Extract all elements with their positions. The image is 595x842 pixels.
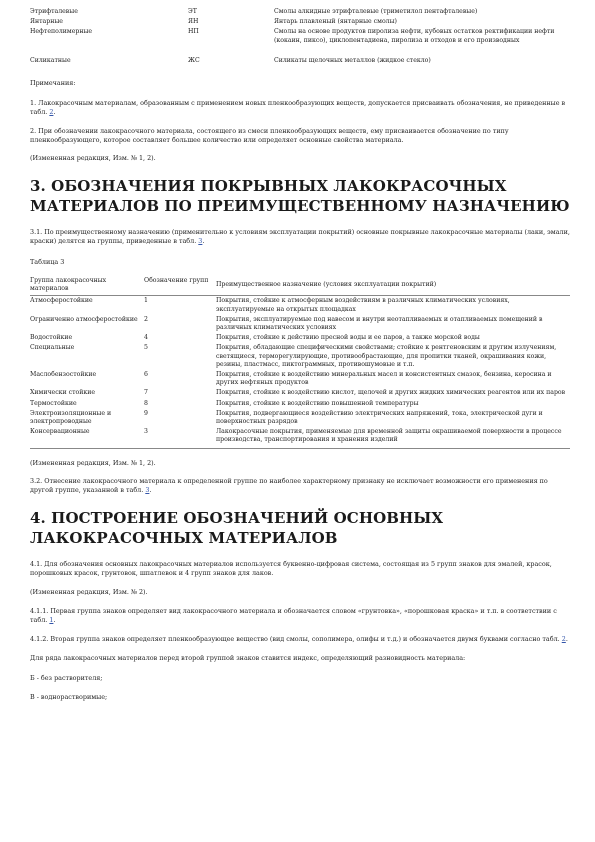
paragraph-index: Для ряда лакокрасочных материалов перед второй группой знаков ставится индекс, определяющий разновидность материала: xyxy=(30,653,466,662)
group-purpose: Покрытия, стойкие к воздействию повышенной температуры xyxy=(216,399,419,407)
film-former-name: Янтарные xyxy=(30,18,63,26)
table-row xyxy=(30,389,570,399)
notes-heading: Примечания: xyxy=(30,79,76,88)
film-former-code: ЯН xyxy=(188,18,199,26)
table-row xyxy=(30,8,570,18)
table-row xyxy=(30,316,570,334)
list-item: Б - без растворителя; xyxy=(30,673,103,682)
group-code: 7 xyxy=(144,389,148,397)
group-purpose: Покрытия, стойкие к воздействию кислот, щелочей и других жидких химических реагентов или их паров xyxy=(216,389,566,397)
table-2-link[interactable]: 2 xyxy=(49,108,54,117)
film-former-name: Этрифталевые xyxy=(30,8,78,15)
paragraph-3-1-text: 3.1. По преимущественному назначению (применительно к условиям эксплуатации покрытий) основные покрывные лакокрасочные материалы (лаки, эмали, краски) делятся на группы, приведенные в табл. xyxy=(30,228,570,246)
group-name: Водостойкие xyxy=(30,334,73,342)
group-code: 4 xyxy=(144,334,148,342)
paragraph-4-1-1: 4.1.1. Первая группа знаков определяет вид лакокрасочного материала и обозначается словом «грунтовка», «порошковая краска» и т.п. в соответствии с табл. 1. xyxy=(30,606,557,624)
revision-note: (Измененная редакция, Изм. № 1, 2). xyxy=(30,458,156,467)
group-code: 8 xyxy=(144,399,148,407)
group-name: Маслобензостойкие xyxy=(30,371,97,379)
film-former-desc: Силикаты щелочных металлов (жидкое стекло) xyxy=(274,56,431,64)
paragraph-3-2-text: 3.2. Отнесение лакокрасочного материала к определенной группе по наиболее характерному признаку не исключает возможности его применения по другой группе, указанной в табл. xyxy=(30,476,548,494)
group-purpose: Покрытия, стойкие к атмосферным воздействиям в различных климатических условиях, эксплуатируемые на открытых площадках xyxy=(216,297,510,313)
table-row xyxy=(30,400,570,410)
section-4-title: 4. ПОСТРОЕНИЕ ОБОЗНАЧЕНИЙ ОСНОВНЫХ ЛАКОКРАСОЧНЫХ МАТЕРИАЛОВ xyxy=(30,508,444,547)
table-1-link[interactable]: 1 xyxy=(49,615,54,624)
header-code: Обозначение групп xyxy=(144,277,216,296)
header-group: Группа лакокрасочных материалов xyxy=(30,277,144,296)
group-purpose: Лакокрасочные покрытия, применяемые для временной защиты окрашиваемой поверхности в процессе производства, транспортирования и хранения изделий xyxy=(216,428,570,448)
group-name: Термостойкие xyxy=(30,399,77,407)
group-name: Консервационные xyxy=(30,428,144,448)
header-purpose: Преимущественное назначение (условия эксплуатации покрытий) xyxy=(216,277,570,296)
table-row xyxy=(30,28,570,56)
group-purpose: Покрытия, стойкие к воздействию минеральных масел и консистентных смазок, бензина, керосина и других нефтяных продуктов xyxy=(216,371,552,387)
revision-note: (Измененная редакция, Изм. № 2). xyxy=(30,587,148,596)
paragraph-4-1-2-text: 4.1.2. Вторая группа знаков определяет пленкообразующее вещество (вид смолы, сополимера, олифы и т.д.) и обозначается двумя буквами согласно табл. xyxy=(30,634,560,643)
paragraph-4-1: 4.1. Для обозначения основных лакокрасочных материалов используется буквенно-цифровая система, состоящая из 5 групп знаков для эмалей, красок, порошковых красок, грунтовок, шпатлевок и 4 групп знаков для лаков. xyxy=(30,559,552,577)
revision-note: (Измененная редакция, Изм. № 1, 2). xyxy=(30,154,156,163)
group-purpose: Покрытия, подвергающиеся воздействию электрических напряжений, тока, электрической дуги и поверхностных разрядов xyxy=(216,409,543,426)
group-code: 2 xyxy=(144,315,148,323)
film-former-code: ЖС xyxy=(188,56,200,64)
note-1: 1. Лакокрасочным материалам, образованным с применением новых пленкообразующих веществ, допускается присваивать обозначения, не приведенные в табл. 2. xyxy=(30,99,566,117)
note-2: 2. При обозначении лакокрасочного материала, состоящего из смеси пленкообразующих веществ, ему присваивается обозначение по типу пленкообразующего, которое составляет большее количество или определяет основные свойства материала. xyxy=(30,127,509,145)
paragraph-4-1-2: 4.1.2. Вторая группа знаков определяет пленкообразующее вещество (вид смолы, сополимера, олифы и т.д.) и обозначается двумя буквами согласно табл. 2. xyxy=(30,634,568,643)
purpose-groups-table xyxy=(30,277,570,449)
table-row xyxy=(30,371,570,389)
table-row xyxy=(30,57,570,67)
paragraph-4-1-1-text: 4.1.1. Первая группа знаков определяет вид лакокрасочного материала и обозначается словом «грунтовка», «порошковая краска» и т.п. в соответствии с табл. xyxy=(30,606,557,624)
film-former-code: НП xyxy=(188,28,199,36)
table-row xyxy=(30,410,570,428)
list-item: В - воднорастворимые; xyxy=(30,692,108,701)
film-former-name: Силикатные xyxy=(30,56,71,64)
film-former-desc: Смолы на основе продуктов пиролиза нефти, кубовых остатков ректификации нефти (кокаин, пиксо), циклопентадиена, пиролиза и отходов и его производных xyxy=(274,28,555,44)
film-former-code: ЭТ xyxy=(188,8,197,15)
table-row xyxy=(30,334,570,344)
group-purpose: Покрытия, стойкие к действию пресной воды и ее паров, а также морской воды xyxy=(216,334,480,342)
group-name: Химически стойкие xyxy=(30,389,96,397)
group-code: 1 xyxy=(144,297,148,305)
film-former-desc: Янтарь плавленый (янтарные смолы) xyxy=(274,18,397,26)
table-header-row xyxy=(30,277,570,296)
table-2-link[interactable]: 2 xyxy=(561,634,566,643)
group-code: 5 xyxy=(144,344,148,352)
group-code: 9 xyxy=(144,409,148,417)
section-3-title: 3. ОБОЗНАЧЕНИЯ ПОКРЫВНЫХ ЛАКОКРАСОЧНЫХ МАТЕРИАЛОВ ПО ПРЕИМУЩЕСТВЕННОМУ НАЗНАЧЕНИЮ xyxy=(30,177,570,216)
table-row xyxy=(30,18,570,28)
table-3-caption: Таблица 3 xyxy=(30,258,65,267)
paragraph-3-2: 3.2. Отнесение лакокрасочного материала к определенной группе по наиболее характерному признаку не исключает возможности его применения по другой группе, указанной в табл. 3. xyxy=(30,476,548,494)
table-row xyxy=(30,344,570,371)
document-page xyxy=(30,8,570,702)
film-former-table xyxy=(30,8,570,67)
group-name: Ограниченно атмосферостойкие xyxy=(30,315,138,323)
group-name: Атмосферостойкие xyxy=(30,297,93,305)
film-former-desc: Смолы алкидные этрифталевые (триметилол пентафталевые) xyxy=(274,8,478,15)
table-row xyxy=(30,428,570,448)
note-1-text: 1. Лакокрасочным материалам, образованным с применением новых пленкообразующих веществ, допускается присваивать обозначения, не приведенные в табл. xyxy=(30,99,566,117)
table-3-link[interactable]: 3 xyxy=(145,485,150,494)
paragraph-3-1: 3.1. По преимущественному назначению (применительно к условиям эксплуатации покрытий) основные покрывные лакокрасочные материалы (лаки, эмали, краски) делятся на группы, приведенные в табл. 3. xyxy=(30,228,570,246)
group-purpose: Покрытия, обладающие специфическими свойствами; стойкие к рентгеновским и другим излучениям, светящиеся, терморегулирующие, противообрастающие, для пропитки тканей, окрашивания кожи, резины, пластмасс, пиктограммных, противошумовые и т.п. xyxy=(216,344,557,368)
table-3-link[interactable]: 3 xyxy=(198,237,203,246)
table-row xyxy=(30,296,570,316)
group-code: 3 xyxy=(144,428,216,448)
group-code: 6 xyxy=(144,371,148,379)
film-former-name: Нефтеполимерные xyxy=(30,28,93,36)
group-name: Специальные xyxy=(30,344,75,352)
group-purpose: Покрытия, эксплуатируемые под навесом и внутри неотапливаемых и отапливаемых помещений в различных климатических условиях xyxy=(216,315,543,332)
group-name: Электроизоляционные и электропроводные xyxy=(30,409,112,426)
